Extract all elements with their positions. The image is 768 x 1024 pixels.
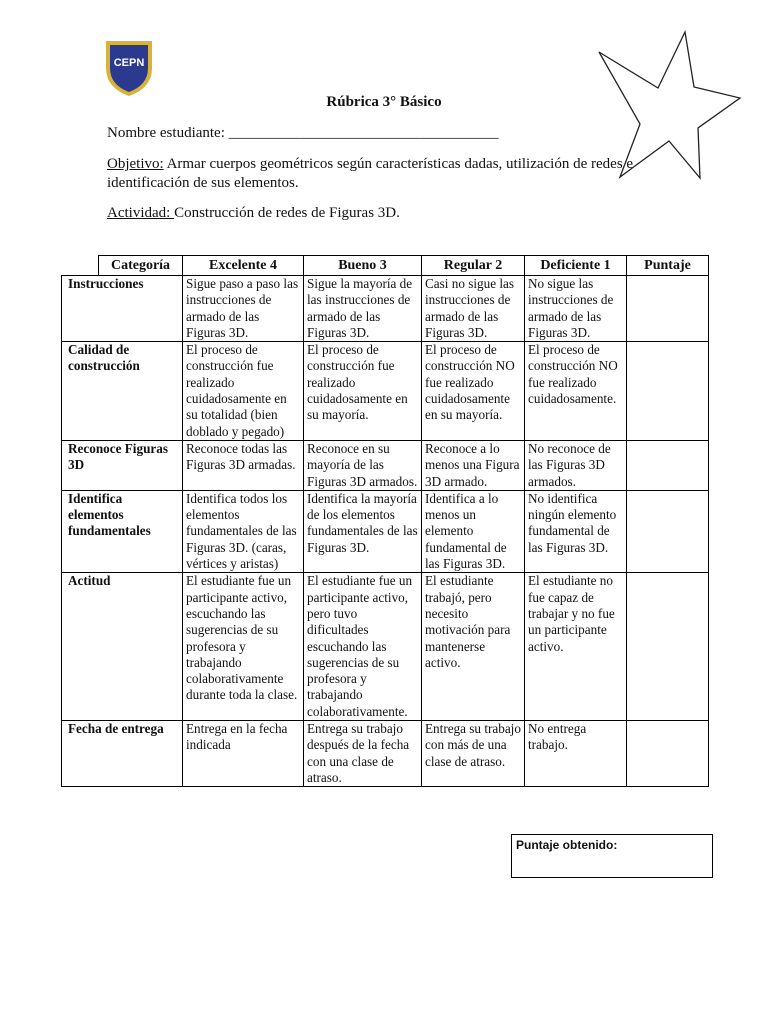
cell-regular: Reconoce a lo menos una Figura 3D armado. <box>422 440 525 490</box>
cell-regular: Identifica a lo menos un elemento fundamental de las Figuras 3D. <box>422 490 525 572</box>
header-excelente: Excelente 4 <box>183 256 304 276</box>
table-row <box>62 440 709 490</box>
cell-excelente: Identifica todos los elementos fundamentales de las Figuras 3D. (caras, vértices y aristas) <box>183 490 304 572</box>
row-category: Reconoce Figuras 3D <box>62 440 183 490</box>
cell-bueno: Entrega su trabajo después de la fecha con una clase de atraso. <box>304 721 422 787</box>
table-row <box>62 573 709 721</box>
row-category: Instrucciones <box>62 276 183 342</box>
header-regular: Regular 2 <box>422 256 525 276</box>
row-category: Calidad de construcción <box>62 342 183 441</box>
header-bueno: Bueno 3 <box>304 256 422 276</box>
table-row <box>62 276 709 342</box>
school-logo <box>103 38 155 98</box>
activity <box>107 204 400 223</box>
score-obtained-box[interactable] <box>511 834 713 878</box>
header-puntaje: Puntaje <box>627 256 709 276</box>
cell-puntaje[interactable] <box>627 276 709 342</box>
activity-label: Actividad: <box>107 205 175 221</box>
table-row <box>62 721 709 787</box>
cell-puntaje[interactable] <box>627 573 709 721</box>
rubric-table <box>61 255 709 787</box>
cell-regular: El proceso de construcción NO fue realizado cuidadosamente en su mayoría. <box>422 342 525 441</box>
objective-text: Armar cuerpos geométricos según características dadas, utilización de redes e <box>163 156 634 172</box>
activity-text: Construcción de redes de Figuras 3D. <box>174 205 400 221</box>
cell-puntaje[interactable] <box>627 342 709 441</box>
cell-puntaje[interactable] <box>627 721 709 787</box>
header-spacer <box>62 256 99 276</box>
header-category: Categoría <box>99 256 183 276</box>
cell-regular: Casi no sigue las instrucciones de armado de las Figuras 3D. <box>422 276 525 342</box>
objective-text-continued: identificación de sus elementos. <box>107 175 299 191</box>
row-category: Identifica elementos fundamentales <box>62 490 183 572</box>
cell-bueno: El estudiante fue un participante activo, pero tuvo dificultades escuchando las sugerencias de su profesora y trabajando colaborativamente. <box>304 573 422 721</box>
cell-regular: El estudiante trabajó, pero necesito motivación para mantenerse activo. <box>422 573 525 721</box>
cell-deficiente: No identifica ningún elemento fundamental de las Figuras 3D. <box>525 490 627 572</box>
cell-deficiente: El proceso de construcción NO fue realizado cuidadosamente. <box>525 342 627 441</box>
cell-puntaje[interactable] <box>627 490 709 572</box>
table-row <box>62 342 709 441</box>
cell-puntaje[interactable] <box>627 440 709 490</box>
row-category: Actitud <box>62 573 183 721</box>
cell-excelente: Reconoce todas las Figuras 3D armadas. <box>183 440 304 490</box>
header-row <box>62 256 709 276</box>
cell-deficiente: No entrega trabajo. <box>525 721 627 787</box>
cell-bueno: Sigue la mayoría de las instrucciones de armado de las Figuras 3D. <box>304 276 422 342</box>
cell-deficiente: El estudiante no fue capaz de trabajar y no fue un participante activo. <box>525 573 627 721</box>
cell-excelente: El estudiante fue un participante activo, escuchando las sugerencias de su profesora y trabajando colaborativamente durante toda la clase. <box>183 573 304 721</box>
logo-text: CEPN <box>113 57 145 69</box>
table-row <box>62 490 709 572</box>
score-obtained-label: Puntaje obtenido: <box>516 838 618 852</box>
cell-deficiente: No reconoce de las Figuras 3D armados. <box>525 440 627 490</box>
objective-label: Objetivo: <box>107 156 164 172</box>
document-title: Rúbrica 3° Básico <box>326 94 442 110</box>
cell-bueno: Identifica la mayoría de los elementos fundamentales de las Figuras 3D. <box>304 490 422 572</box>
cell-bueno: El proceso de construcción fue realizado cuidadosamente en su mayoría. <box>304 342 422 441</box>
row-category: Fecha de entrega <box>62 721 183 787</box>
objective <box>107 155 633 174</box>
cell-bueno: Reconoce en su mayoría de las Figuras 3D armados. <box>304 440 422 490</box>
cell-excelente: Entrega en la fecha indicada <box>183 721 304 787</box>
header-deficiente: Deficiente 1 <box>525 256 627 276</box>
cell-excelente: El proceso de construcción fue realizado cuidadosamente en su totalidad (bien doblado y pegado) <box>183 342 304 441</box>
cell-regular: Entrega su trabajo con más de una clase de atraso. <box>422 721 525 787</box>
student-name-line: Nombre estudiante: ____________________________________ <box>107 125 499 141</box>
cell-deficiente: No sigue las instrucciones de armado de las Figuras 3D. <box>525 276 627 342</box>
cell-excelente: Sigue paso a paso las instrucciones de armado de las Figuras 3D. <box>183 276 304 342</box>
